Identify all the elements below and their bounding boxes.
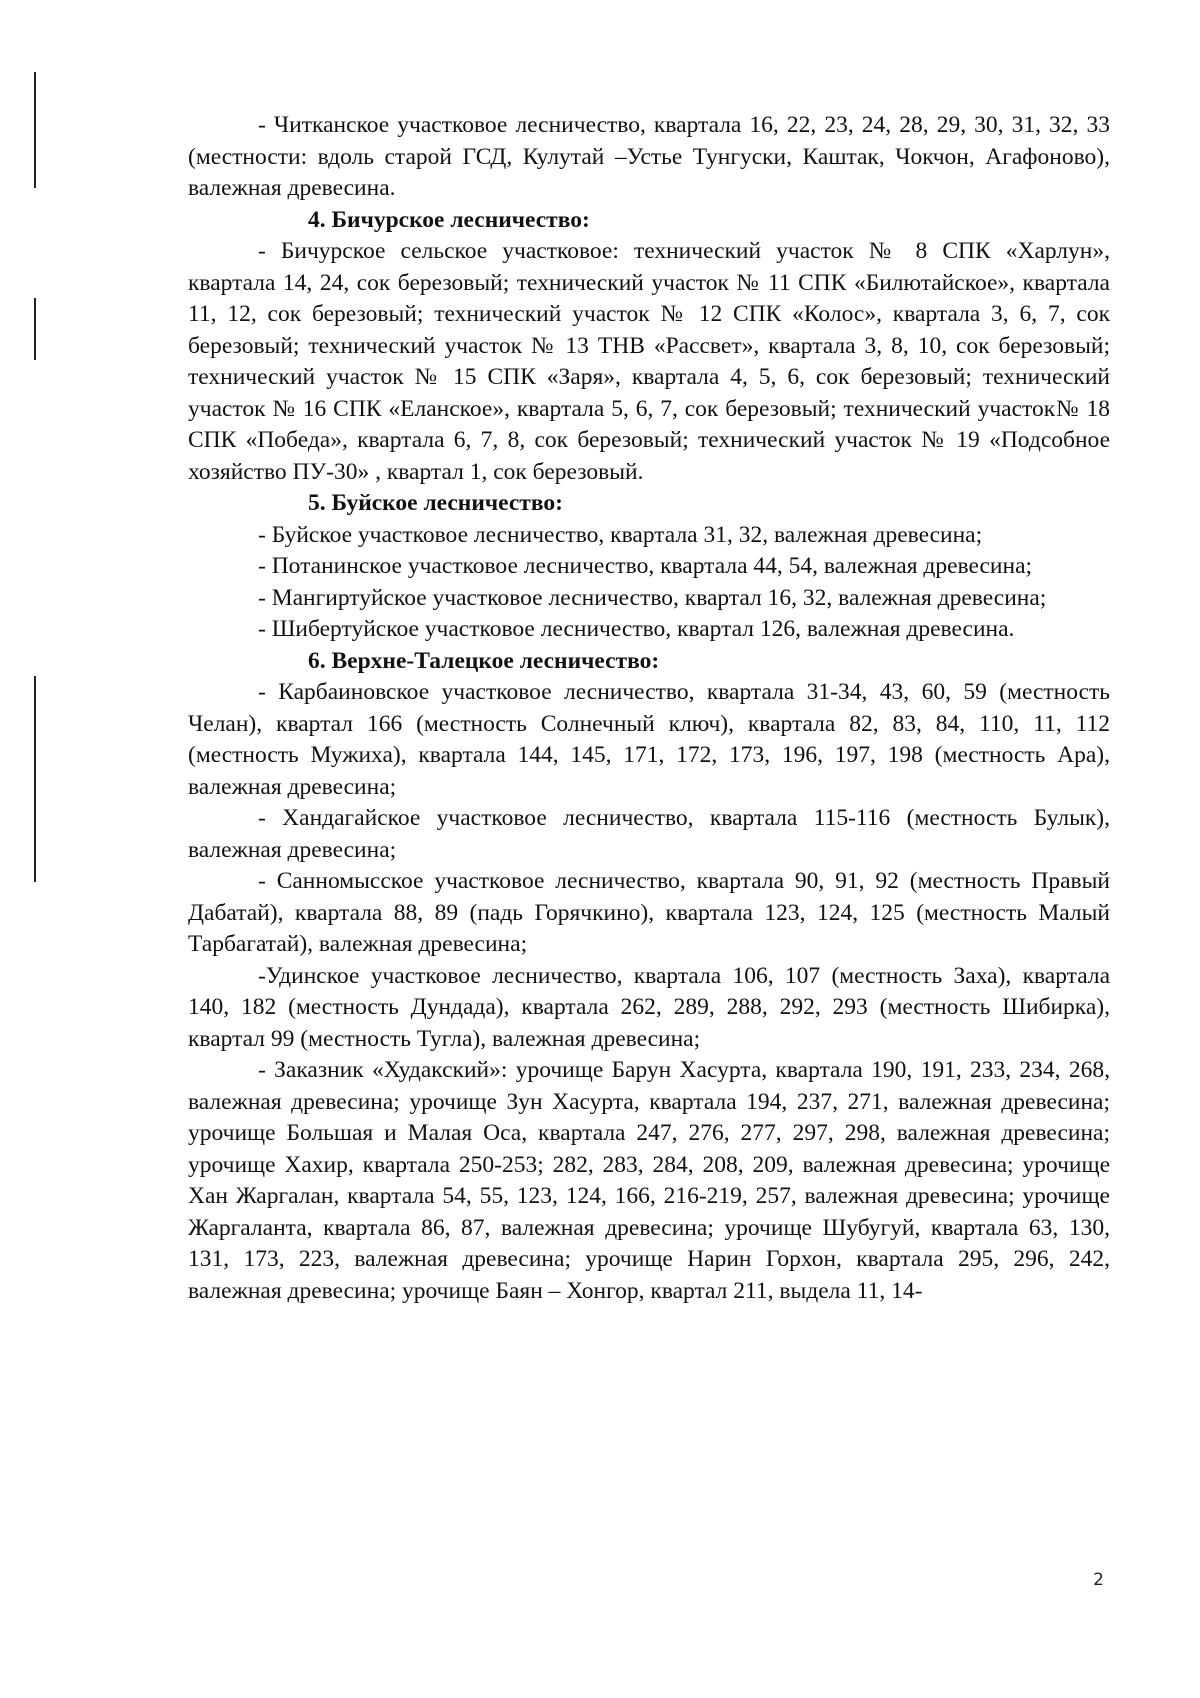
- paragraph-shibertuyskoe: - Шибертуйское участковое лесничество, квартал 126, валежная древесина.: [258, 616, 1015, 642]
- paragraph-sannomysskoe: - Санномысское участковое лесничество, квартала 90, 91, 92 (местность Правый Дабатай), квартала 88, 89 (падь Горячкино), квартала 123, 124, 125 (местность Малый Тарбагатай), валежная древесина;: [188, 868, 1110, 957]
- paragraph-udinskoe: -Удинское участковое лесничество, квартала 106, 107 (местность Заха), квартала 140, 182 (местность Дундада), квартала 262, 289, 288, 292, 293 (местность Шибирка), квартал 99 (местность Тугла), валежная древесина;: [188, 962, 1110, 1052]
- paragraph-potaninskoe: - Потанинское участковое лесничество, квартала 44, 54, валежная древесина;: [258, 553, 1033, 579]
- margin-mark-top: [34, 72, 36, 188]
- margin-mark-lower: [34, 676, 36, 882]
- document-body: [188, 110, 1110, 1307]
- page-number: 2: [1093, 1570, 1104, 1590]
- paragraph-buyskoe: - Буйское участковое лесничество, квартала 31, 32, валежная древесина;: [258, 521, 983, 548]
- paragraph-bichurskoe: - Бичурское сельское участковое: технический участок № 8 СПК «Харлун», квартала 14, 24, сок березовый; технический участок № 11 СПК «Билютайское», квартала 11, 12, сок березовый; технический участок № 12 СПК «Колос», квартала 3, 6, 7, сок березовый; технический участок № 13 ТНВ «Рассвет», квартала 3, 8, 10, сок березовый; технический участок № 15 СПК «Заря», квартала 4, 5, 6, сок березовый; технический участок № 16 СПК «Еланское», квартала 5, 6, 7, сок березовый; технический участок№ 18 СПК «Победа», квартала 6, 7, 8, сок березовый; технический участок № 19 «Подсобное хозяйство ПУ-30» , квартал 1, сок березовый.: [188, 238, 1110, 485]
- paragraph-khandagayskoe: - Хандагайское участковое лесничество, квартала 115-116 (местность Булык), валежная древесина;: [188, 805, 1110, 863]
- section-heading-bichurskoe: 4. Бичурское лесничество:: [308, 206, 590, 233]
- paragraph-chitkanskoe: - Читканское участковое лесничество, квартала 16, 22, 23, 24, 28, 29, 30, 31, 32, 33 (местности: вдоль старой ГСД, Кулутай –Устье Тунгуски, Каштак, Чокчон, Агафоново), валежная древесина.: [188, 112, 1110, 201]
- paragraph-zakaznik-khudaksky: - Заказник «Худакский»: урочище Барун Хасурта, квартала 190, 191, 233, 234, 268, валежная древесина; урочище Зун Хасурта, квартала 194, 237, 271, валежная древесина; урочище Большая и Малая Оса, квартала 247, 276, 277, 297, 298, валежная древесина; урочище Хахир, квартала 250-253; 282, 283, 284, 208, 209, валежная древесина; урочище Хан Жаргалан, квартала 54, 55, 123, 124, 166, 216-219, 257, валежная древесина; урочище Жаргаланта, квартала 86, 87, валежная древесина; урочище Шубугуй, квартала 63, 130, 131, 173, 223, валежная древесина; урочище Нарин Горхон, квартала 295, 296, 242, валежная древесина; урочище Баян – Хонгор, квартал 211, выдела 11, 14-: [188, 1057, 1110, 1304]
- margin-mark-middle: [34, 298, 36, 360]
- paragraph-mangirtuyskoe: - Мангиртуйское участковое лесничество, квартал 16, 32, валежная древесина;: [258, 584, 1047, 611]
- section-heading-verkhne-taletskoe: 6. Верхне-Талецкое лесничество:: [308, 647, 660, 674]
- paragraph-karbainovskoe: - Карбаиновское участковое лесничество, квартала 31-34, 43, 60, 59 (местность Челан), квартал 166 (местность Солнечный ключ), квартала 82, 83, 84, 110, 11, 112 (местность Мужиха), квартала 144, 145, 171, 172, 173, 196, 197, 198 (местность Ара), валежная древесина;: [188, 679, 1110, 800]
- section-heading-buyskoe: 5. Буйское лесничество:: [308, 490, 563, 516]
